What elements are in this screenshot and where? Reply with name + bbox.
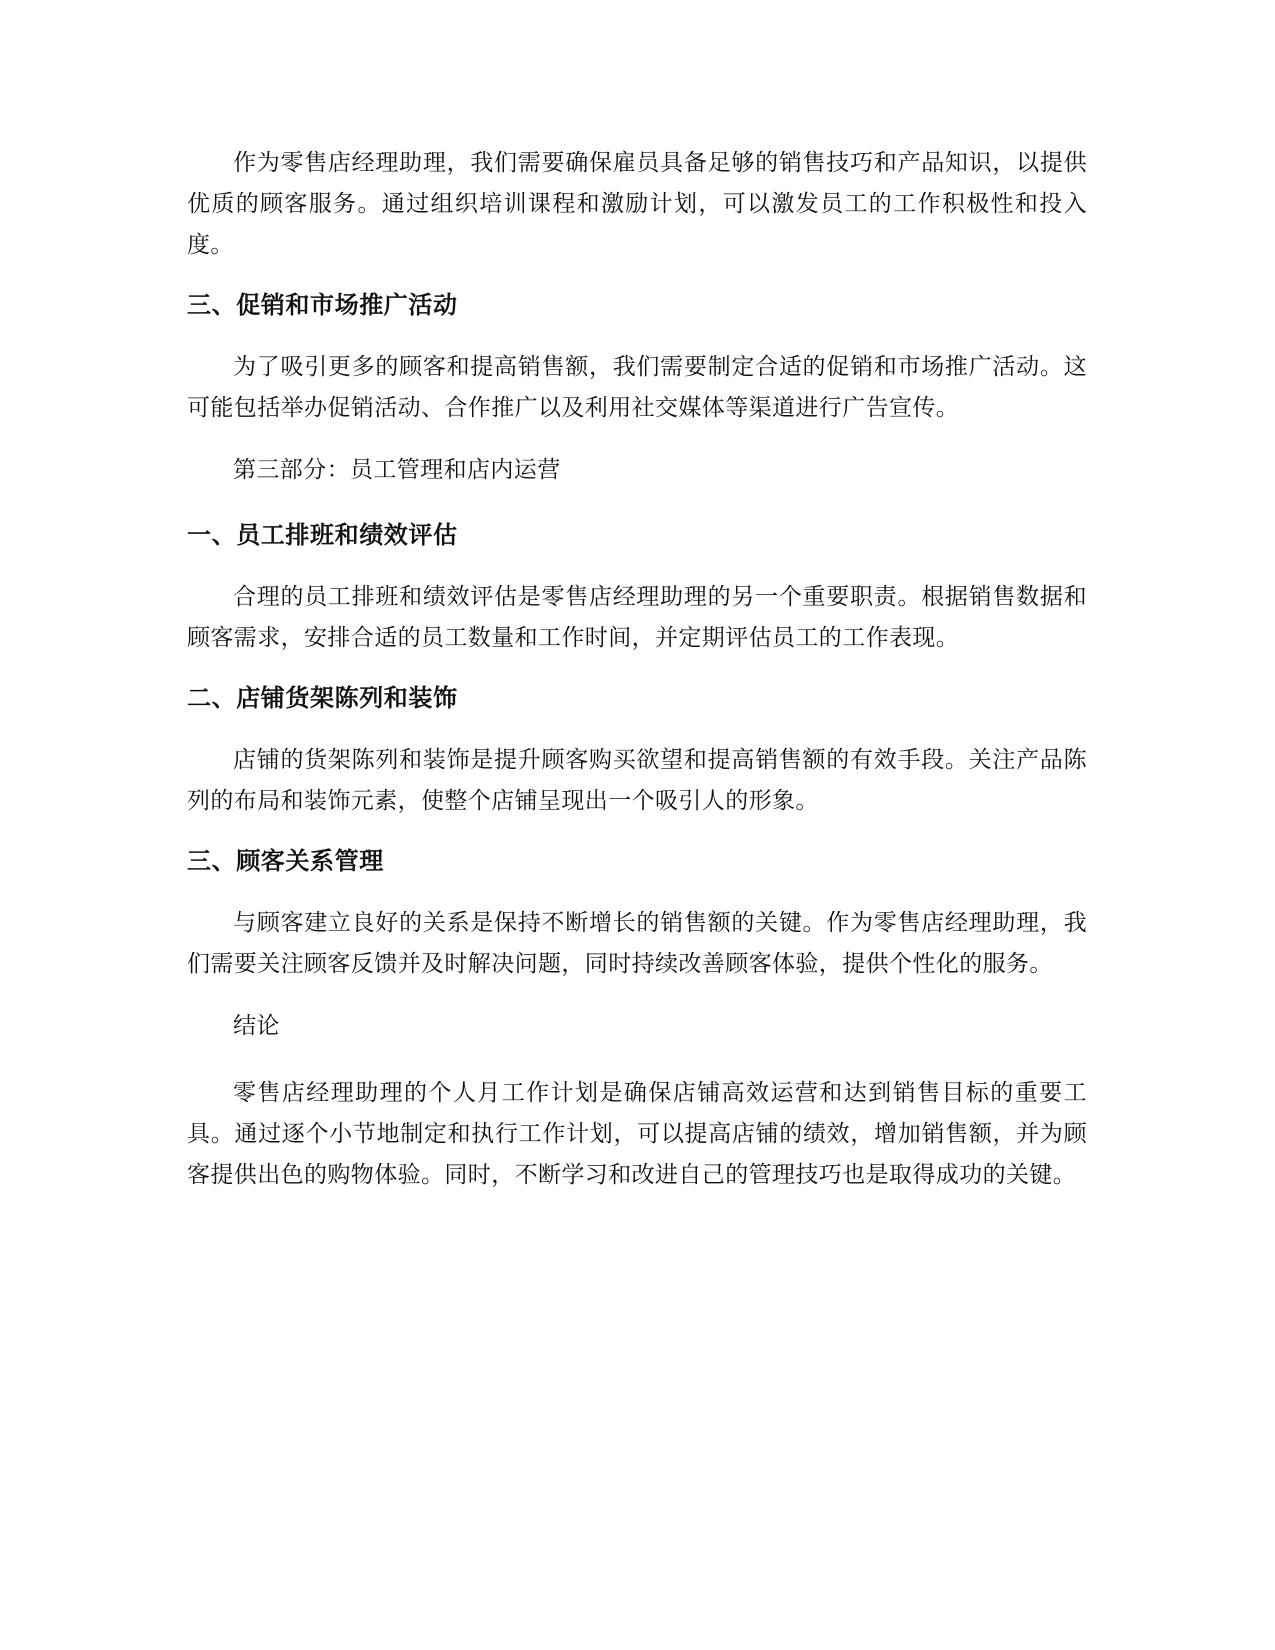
paragraph-conclusion: 零售店经理助理的个人月工作计划是确保店铺高效运营和达到销售目标的重要工具。通过逐个小节地制定和执行工作计划，可以提高店铺的绩效，增加销售额，并为顾客提供出色的购物体验。同时，不断学习和改进自己的管理技巧也是取得成功的关键。 [187,1080,1087,1188]
paragraph-staff-training: 作为零售店经理助理，我们需要确保雇员具备足够的销售技巧和产品知识，以提供优质的顾客服务。通过组织培训课程和激励计划，可以激发员工的工作积极性和投入度。 [187,150,1087,258]
paragraph-scheduling: 合理的员工排班和绩效评估是零售店经理助理的另一个重要职责。根据销售数据和顾客需求，安排合适的员工数量和工作时间，并定期评估员工的工作表现。 [187,584,1087,651]
document-body [187,143,1087,1217]
heading-display: 二、店铺货架陈列和装饰 [187,684,458,712]
paragraph-display: 店铺的货架陈列和装饰是提升顾客购买欲望和提高销售额的有效手段。关注产品陈列的布局和装饰元素，使整个店铺呈现出一个吸引人的形象。 [187,747,1087,814]
heading-customer-relations: 三、顾客关系管理 [187,847,384,875]
section-label-conclusion: 结论 [233,1013,280,1039]
paragraph-promotion: 为了吸引更多的顾客和提高销售额，我们需要制定合适的促销和市场推广活动。这可能包括举办促销活动、合作推广以及利用社交媒体等渠道进行广告宣传。 [187,354,1087,421]
heading-scheduling: 一、员工排班和绩效评估 [187,521,458,549]
section-label-part-three: 第三部分：员工管理和店内运营 [233,457,561,483]
heading-promotion: 三、促销和市场推广活动 [187,291,458,319]
paragraph-customer-relations: 与顾客建立良好的关系是保持不断增长的销售额的关键。作为零售店经理助理，我们需要关注顾客反馈并及时解决问题，同时持续改善顾客体验，提供个性化的服务。 [187,910,1087,977]
